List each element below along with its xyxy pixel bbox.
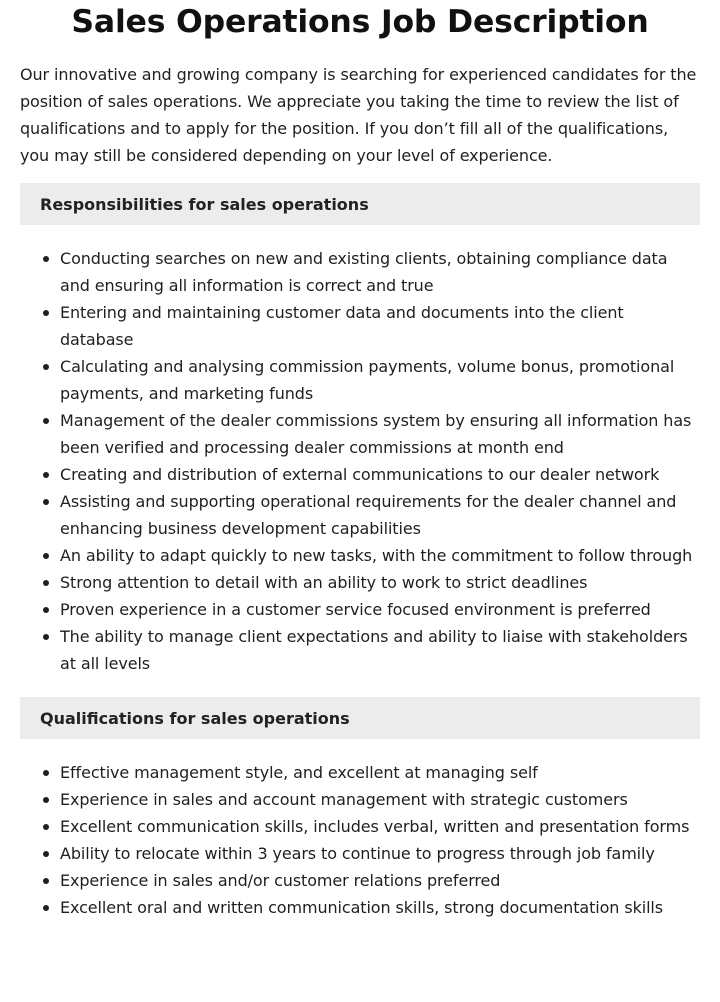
responsibilities-heading: Responsibilities for sales operations	[20, 183, 700, 225]
list-item: The ability to manage client expectations and ability to liaise with stakeholders at all levels	[60, 623, 700, 677]
list-item: Entering and maintaining customer data and documents into the client database	[60, 299, 700, 353]
list-item: Conducting searches on new and existing clients, obtaining compliance data and ensuring all information is correct and true	[60, 245, 700, 299]
qualifications-list	[20, 759, 700, 921]
list-item: Assisting and supporting operational requirements for the dealer channel and enhancing business development capabilities	[60, 488, 700, 542]
list-item: Management of the dealer commissions system by ensuring all information has been verified and processing dealer commissions at month end	[60, 407, 700, 461]
page-title: Sales Operations Job Description	[71, 4, 649, 40]
list-item: An ability to adapt quickly to new tasks, with the commitment to follow through	[60, 542, 700, 569]
responsibilities-list	[20, 245, 700, 677]
qualifications-heading: Qualifications for sales operations	[20, 697, 700, 739]
list-item: Creating and distribution of external communications to our dealer network	[60, 461, 700, 488]
list-item: Excellent communication skills, includes verbal, written and presentation forms	[60, 813, 700, 840]
list-item: Excellent oral and written communication skills, strong documentation skills	[60, 894, 700, 921]
list-item: Effective management style, and excellent at managing self	[60, 759, 700, 786]
list-item: Experience in sales and account management with strategic customers	[60, 786, 700, 813]
list-item: Calculating and analysing commission payments, volume bonus, promotional payments, and marketing funds	[60, 353, 700, 407]
list-item: Ability to relocate within 3 years to continue to progress through job family	[60, 840, 700, 867]
intro-paragraph: Our innovative and growing company is searching for experienced candidates for the position of sales operations. We appreciate you taking the time to review the list of qualifications and to apply for the position. If you don’t fill all of the qualifications, you may still be considered depending on your level of experience.	[20, 65, 697, 165]
list-item: Experience in sales and/or customer relations preferred	[60, 867, 700, 894]
list-item: Proven experience in a customer service focused environment is preferred	[60, 596, 700, 623]
list-item: Strong attention to detail with an ability to work to strict deadlines	[60, 569, 700, 596]
